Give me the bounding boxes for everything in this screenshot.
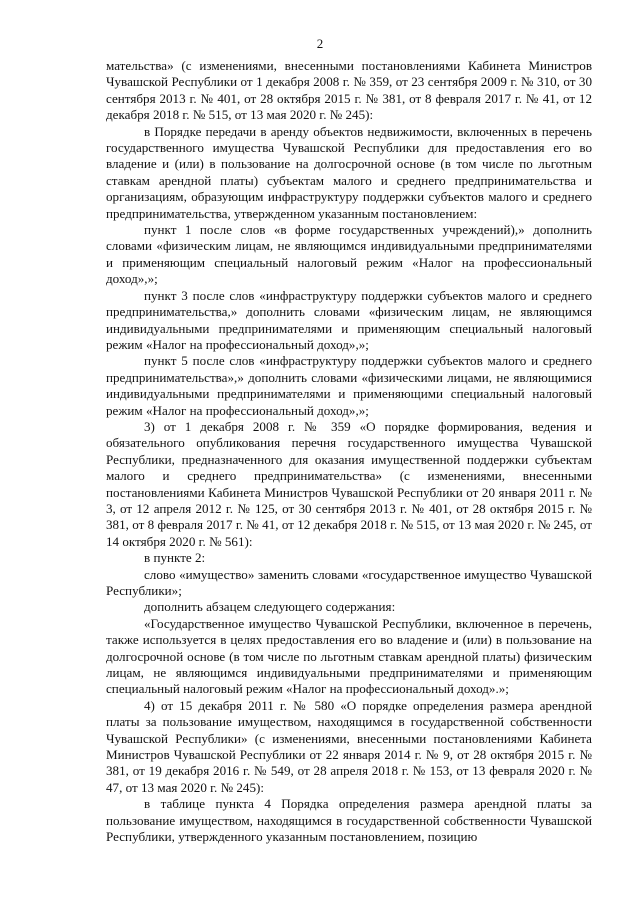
document-body	[106, 58, 592, 846]
paragraph: в Порядке передачи в аренду объектов недвижимости, включенных в перечень государственного имущества Чувашской Республики для предоставления его во владение и (или) в пользование на долгосрочной основе (в том числе по льготным ставкам арендной платы) субъектам малого и среднего предпринимательства и организациям, образующим инфраструктуру поддержки субъектов малого и среднего предпринимательства, утвержденном указанным постановлением:	[106, 123, 592, 221]
paragraph: «Государственное имущество Чувашской Республики, включенное в перечень, также используется в целях предоставления его во владение и (или) в пользование на долгосрочной основе (в том числе по льготным ставкам арендной платы) физическим лицам, не являющимся индивидуальными предпринимателями и применяющим специальный налоговый режим «Налог на профессиональный доход».»;	[106, 615, 592, 697]
paragraph: слово «имущество» заменить словами «государственное имущество Чувашской Республики»;	[106, 566, 592, 598]
page-number: 2	[316, 36, 324, 51]
paragraph: в пункте 2:	[144, 550, 206, 566]
paragraph: пункт 5 после слов «инфраструктуру поддержки субъектов малого и среднего предпринимательства»,» дополнить словами «физическими лицами, не являющимися индивидуальными предпринимателями и применяющими специальный налоговый режим «Налог на профессиональный доход»,»;	[106, 353, 592, 418]
paragraph: мательства» (с изменениями, внесенными постановлениями Кабинета Министров Чувашской Республики от 1 декабря 2008 г. № 359, от 23 сентября 2009 г. № 310, от 30 сентября 2013 г. № 401, от 28 октября 2015 г. № 381, от 8 февраля 2017 г. № 41, от 12 декабря 2018 г. № 515, от 13 мая 2020 г. № 245):	[106, 58, 592, 123]
paragraph: 3) от 1 декабря 2008 г. № 359 «О порядке формирования, ведения и обязательного опубликования перечня государственного имущества Чувашской Республики, предназначенного для оказания имущественной поддержки субъектам малого и среднего предпринимательства» (с изменениями, внесенными постановлениями Кабинета Министров Чувашской Республики от 20 января 2011 г. № 3, от 12 апреля 2012 г. № 125, от 30 сентября 2013 г. № 401, от 28 октября 2015 г. № 381, от 8 февраля 2017 г. № 41, от 12 декабря 2018 г. № 515, от 13 мая 2020 г. № 245, от 14 октября 2020 г. № 561):	[106, 418, 592, 549]
paragraph: дополнить абзацем следующего содержания:	[144, 599, 396, 615]
paragraph: в таблице пункта 4 Порядка определения размера арендной платы за пользование имуществом, находящимся в государственной собственности Чувашской Республики, утвержденного указанным постановлением, позицию	[106, 796, 592, 845]
paragraph: пункт 3 после слов «инфраструктуру поддержки субъектов малого и среднего предпринимательства,» дополнить словами «физическим лицам, не являющимся индивидуальными предпринимателями и применяющим специальный налоговый режим «Налог на профессиональный доход»,»;	[106, 287, 592, 352]
paragraph: пункт 1 после слов «в форме государственных учреждений),» дополнить словами «физическим лицам, не являющимся индивидуальными предпринимателями и применяющим специальный налоговый режим «Налог на профессиональный доход»,»;	[106, 222, 592, 287]
paragraph: 4) от 15 декабря 2011 г. № 580 «О порядке определения размера арендной платы за пользование имуществом, находящимся в государственной собственности Чувашской Республики» (с изменениями, внесенными постановлениями Кабинета Министров Чувашской Республики от 22 января 2014 г. № 9, от 28 октября 2015 г. № 381, от 19 декабря 2016 г. № 549, от 28 апреля 2018 г. № 153, от 13 февраля 2020 г. № 47, от 13 мая 2020 г. № 245):	[106, 697, 592, 795]
